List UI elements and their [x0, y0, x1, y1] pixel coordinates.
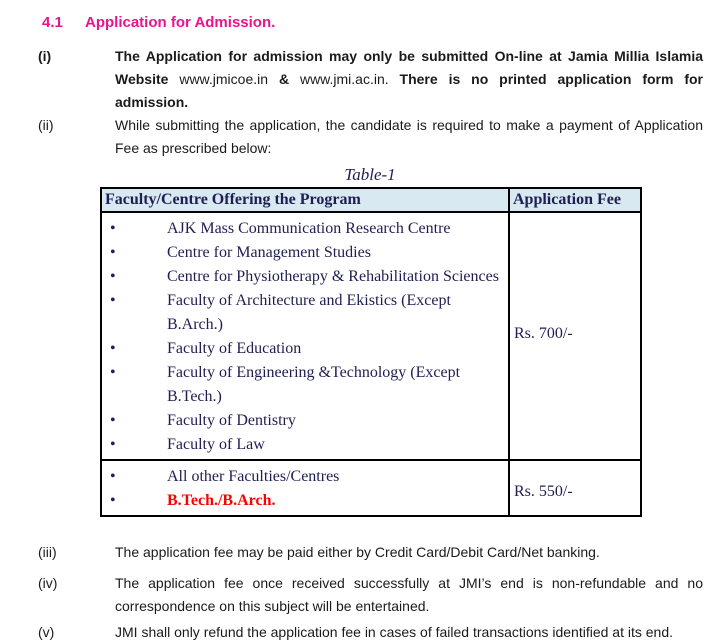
column-header-program: Faculty/Centre Offering the Program: [101, 188, 509, 212]
clause-i-bold-segment-2: There is no printed application form for admission.: [115, 71, 703, 110]
clause-iii-label: (iii): [38, 544, 57, 560]
program-item: • Centre for Management Studies: [102, 241, 508, 265]
column-header-fee: Application Fee: [509, 188, 641, 212]
fee-table-row-550: [101, 460, 641, 516]
clause-iii-text: The application fee may be paid either by Credit Card/Debit Card/Net banking.: [115, 544, 600, 560]
fee-table-row-700: [101, 212, 641, 460]
clause-ii-text: While submitting the application, the candidate is required to make a payment of Application Fee as prescribed below:: [115, 117, 703, 156]
table-header-row: [101, 188, 641, 212]
program-list: [102, 217, 508, 457]
application-fee-table: [100, 187, 642, 517]
program-list: [102, 465, 508, 513]
program-item: • Faculty of Engineering &Technology (Except B.Tech.): [102, 361, 508, 409]
section-title: Application for Admission.: [85, 14, 276, 31]
program-item: • AJK Mass Communication Research Centre: [102, 217, 508, 241]
fee-cell-700: Rs. 700/-: [509, 212, 641, 460]
program-item: • Faculty of Law: [102, 433, 508, 457]
program-item: • Faculty of Dentistry: [102, 409, 508, 433]
section-number: 4.1: [42, 14, 63, 31]
clause-v: [38, 621, 727, 644]
fee-cell-550: Rs. 550/-: [509, 460, 641, 516]
program-list-cell: [101, 212, 509, 460]
program-item: • All other Faculties/Centres: [102, 465, 508, 489]
clause-ii: [38, 114, 727, 160]
website-url-jmicoe: www.jmicoe.in: [179, 71, 279, 87]
program-item-btech-barch: • B.Tech./B.Arch.: [102, 489, 508, 513]
clause-v-label: (v): [38, 624, 55, 640]
clause-i: [38, 45, 727, 114]
clause-ii-label: (ii): [38, 117, 54, 133]
clause-iii: [38, 541, 727, 564]
table-caption: Table-1: [344, 165, 396, 184]
clause-i-text: [115, 45, 703, 114]
ampersand-text: &: [278, 71, 300, 87]
clause-v-text: JMI shall only refund the application fee in cases of failed transactions identified at its end.: [115, 624, 673, 640]
program-item: • Centre for Physiotherapy & Rehabilitation Sciences: [102, 265, 508, 289]
clause-i-bold-segment: The Application for admission may only be submitted On-line at Jamia Millia Islamia Website: [115, 48, 703, 87]
program-list-cell: [101, 460, 509, 516]
clause-i-label: (i): [38, 48, 52, 64]
section-heading: [42, 12, 727, 33]
clause-iv-label: (iv): [38, 575, 58, 591]
website-url-jmi: www.jmi.ac.in.: [299, 71, 400, 87]
clause-iv-text: The application fee once received successfully at JMI’s end is non-refundable and no correspondence on this subject will be entertained.: [115, 575, 703, 614]
clause-iv: [38, 572, 727, 618]
program-item: • Faculty of Architecture and Ekistics (Except B.Arch.): [102, 289, 508, 337]
program-item: • Faculty of Education: [102, 337, 508, 361]
